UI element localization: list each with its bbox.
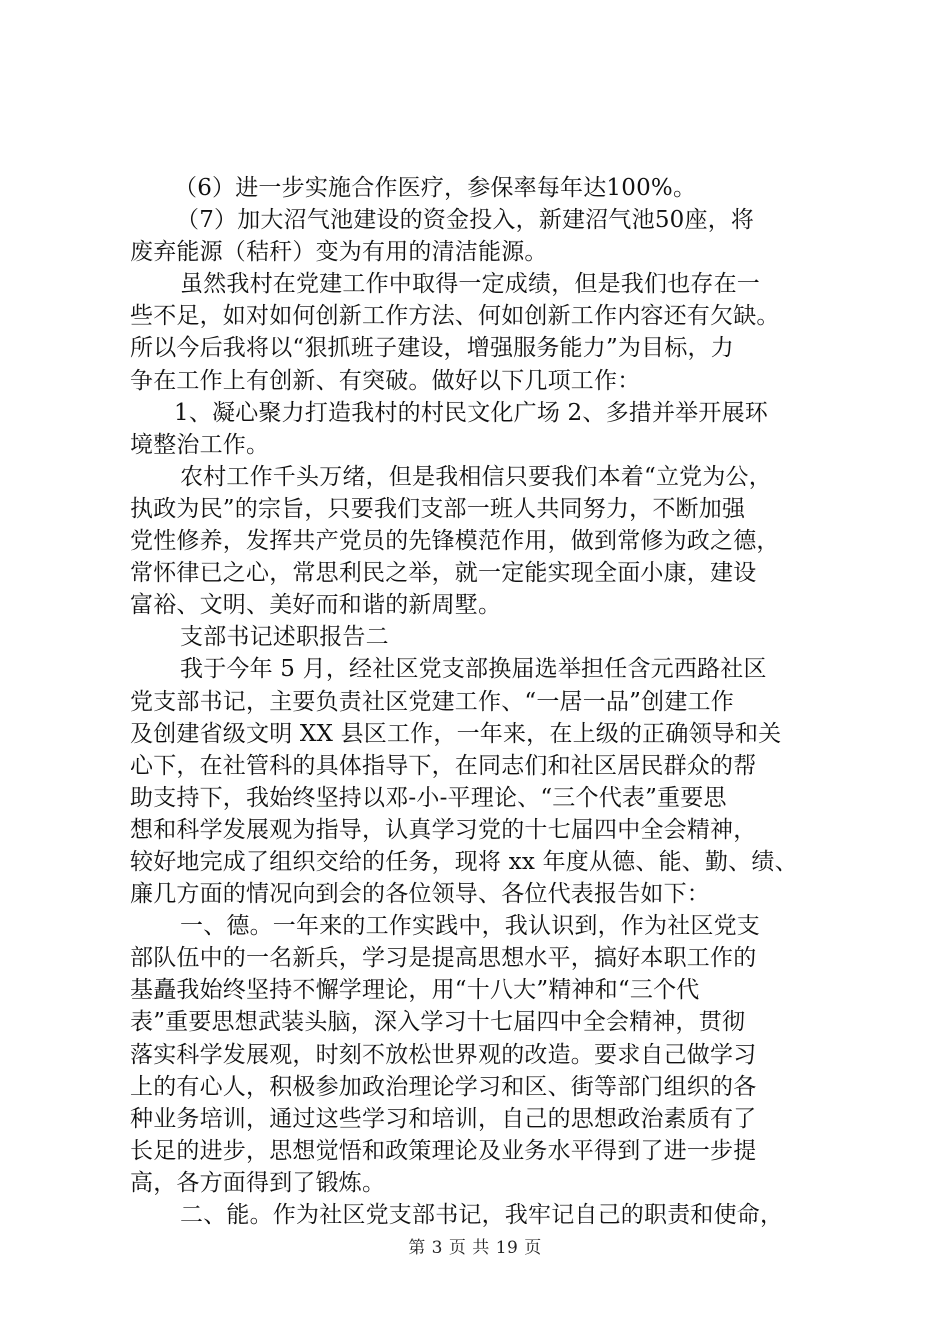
text-line: 部队伍中的一名新兵，学习是提高思想水平，搞好本职工作的 — [130, 945, 757, 972]
text-line: 表”重要思想武装头脑，深入学习十七届四中全会精神，贯彻 — [130, 1009, 746, 1036]
text-line: 争在工作上有创新、有突破。做好以下几项工作： — [130, 367, 641, 394]
text-line: 境整治工作。 — [130, 431, 270, 458]
text-line: 长足的进步，思想觉悟和政策理论及业务水平得到了进一步提 — [130, 1137, 757, 1164]
text-line: 高，各方面得到了锻炼。 — [130, 1169, 386, 1196]
text-line: 及创建省级文明 XX 县区工作，一年来，在上级的正确领导和关 — [130, 720, 782, 747]
text-line: 所以今后我将以“狠抓班子建设，增强服务能力”为目标，力 — [130, 335, 734, 362]
text-line: 基矗我始终坚持不懈学理论，用“十八大”精神和“三个代 — [130, 977, 700, 1004]
page-number-label: 第 3 页 共 19 页 — [408, 1238, 542, 1258]
text-line: 助支持下，我始终坚持以邓-小-平理论、“三个代表”重要思 — [130, 784, 727, 811]
section-heading: 支部书记述职报告二 — [180, 624, 389, 651]
text-line: 富裕、文明、美好而和谐的新周墅。 — [130, 592, 502, 619]
text-line: 我于今年 5 月，经社区党支部换届选举担任含元西路社区 — [180, 656, 767, 683]
page-footer — [0, 1233, 950, 1258]
text-line: 落实科学发展观，时刻不放松世界观的改造。要求自己做学习 — [130, 1041, 757, 1068]
text-line: 党性修养，发挥共产党员的先锋模范作用，做到常修为政之德， — [130, 528, 780, 555]
text-line: 心下，在社管科的具体指导下，在同志们和社区居民群众的帮 — [130, 752, 757, 779]
text-line: 常怀律已之心，常思利民之举，就一定能实现全面小康，建设 — [130, 560, 757, 587]
text-line: 1、凝心聚力打造我村的村民文化广场 2、多措并举开展环 — [174, 399, 768, 426]
text-line: 党支部书记，主要负责社区党建工作、“一居一品”创建工作 — [130, 688, 734, 715]
text-line: 农村工作千头万绪，但是我相信只要我们本着“立党为公， — [180, 463, 772, 490]
text-line: 些不足，如对如何创新工作方法、何如创新工作内容还有欠缺。 — [130, 303, 780, 330]
text-line: 上的有心人，积极参加政治理论学习和区、街等部门组织的各 — [130, 1073, 757, 1100]
document-body — [130, 172, 830, 1231]
text-line: 较好地完成了组织交给的任务，现将 xx 年度从德、能、勤、绩、 — [130, 848, 798, 875]
text-line: （7）加大沼气池建设的资金投入，新建沼气池50座，将 — [176, 207, 755, 234]
text-line: 廉几方面的情况向到会的各位领导、各位代表报告如下： — [130, 881, 710, 908]
text-line: 种业务培训，通过这些学习和培训，自己的思想政治素质有了 — [130, 1105, 757, 1132]
text-line: 一、德。一年来的工作实践中，我认识到，作为社区党支 — [180, 913, 760, 940]
text-line: 二、能。作为社区党支部书记，我牢记自己的职责和使命， — [180, 1202, 784, 1228]
text-line: 想和科学发展观为指导，认真学习党的十七届四中全会精神， — [130, 816, 757, 843]
text-line: 虽然我村在党建工作中取得一定成绩，但是我们也存在一 — [180, 271, 760, 298]
text-line: 执政为民”的宗旨，只要我们支部一班人共同努力，不断加强 — [130, 495, 746, 522]
text-line: （6）进一步实施合作医疗，参保率每年达100%。 — [174, 175, 697, 201]
text-line: 废弃能源（秸秆）变为有用的清洁能源。 — [130, 239, 548, 266]
